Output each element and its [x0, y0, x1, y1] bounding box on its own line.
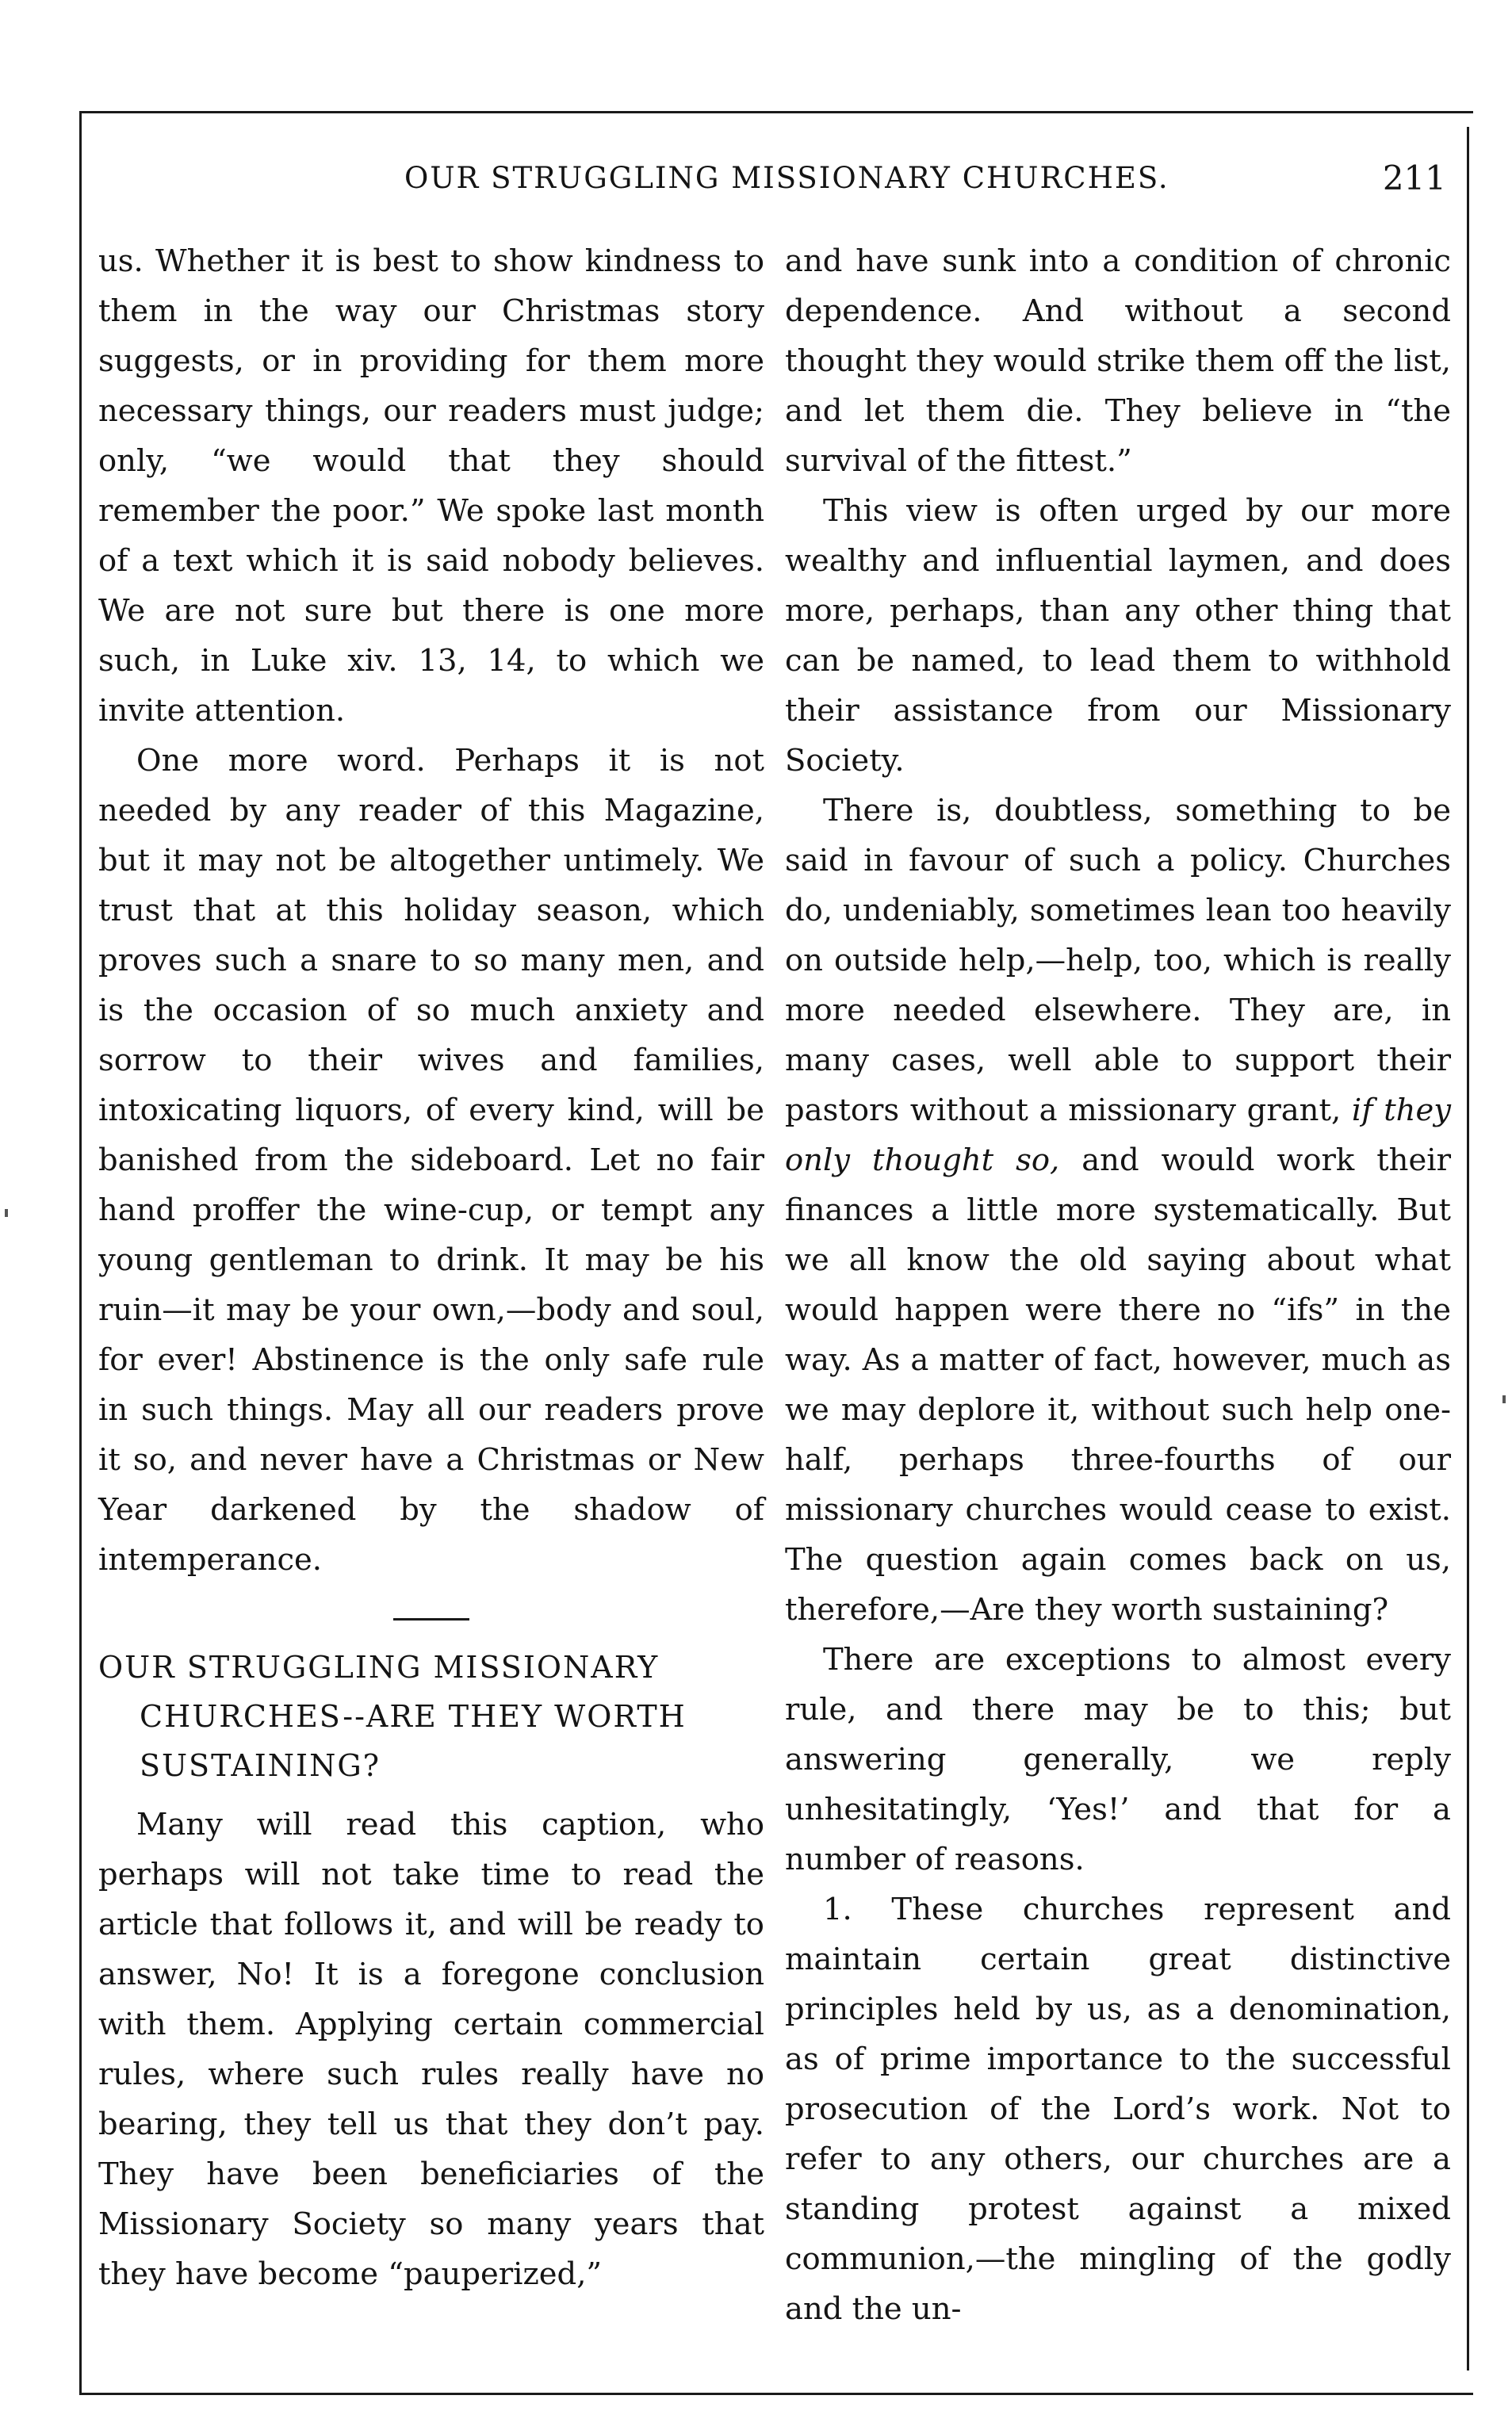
page-border-bottom	[79, 2393, 1473, 2395]
left-paragraph-1: us. Whether it is best to show kindness to them in the way our Christmas story suggests, or in providing for them more necessary things, our readers must judge; only, “we would that they should remember the poor.” We spoke last month of a text which it is said nobody believes. We are not sure but there is one more such, in Luke xiv. 13, 14, to which we invite attention.	[98, 243, 764, 729]
scan-speck	[1502, 1395, 1506, 1403]
section-divider	[393, 1618, 469, 1621]
right-paragraph-2: This view is often urged by our more wealthy and influential laymen, and does more, perhaps, than any other thing that can be named, to lead them to withhold their assistance from our Missionary Society.	[785, 493, 1451, 779]
right-paragraph-5: 1. These churches represent and maintain certain great distinctive principles held by us, as a denomination, as of prime importance to the successful prosecution of the Lord’s work. Not to refer to any others, our churches are a standing protest against a mixed communion,—the mingling of the godly and the un-	[785, 1892, 1451, 2327]
article-heading: OUR STRUGGLING MISSIONARY CHURCHES--ARE THEY WORTH SUSTAINING?	[98, 1650, 687, 1783]
running-head	[103, 155, 1451, 202]
left-paragraph-2: One more word. Perhaps it is not needed by any reader of this Magazine, but it may not be altogether untimely. We trust that at this holiday season, which proves such a snare to so many men, and is the occasion of so much anxiety and sorrow to their wives and families, intoxicating liquors, of every kind, will be banished from the sideboard. Let no fair hand proffer the wine-cup, or tempt any young gentleman to drink. It may be his ruin—it may be your own,—body and soul, for ever! Abstinence is the only safe rule in such things. May all our readers prove it so, and never have a Christmas or New Year darkened by the shadow of intemperance.	[98, 743, 764, 1578]
italic-phrase: if they only thought so,	[785, 1092, 1451, 1178]
right-paragraph-4: There are exceptions to almost every rule, and there may be to this; but answering generally, we reply unhesitatingly, ‘Yes!’ and that for a number of reasons.	[785, 1642, 1451, 1877]
right-paragraph-1: and have sunk into a condition of chronic dependence. And without a second thought they would strike them off the list, and let them die. They believe in “the survival of the fittest.”	[785, 243, 1451, 479]
page-border-right	[1467, 127, 1469, 2371]
page-border-left	[79, 111, 82, 2394]
page-number: 211	[1382, 159, 1446, 197]
scan-speck	[5, 1209, 8, 1217]
left-paragraph-3: Many will read this caption, who perhaps will not take time to read the article that follows it, and will be ready to answer, No! It is a foregone conclusion with them. Applying certain commercial rules, where such rules really have no bearing, they tell us that they don’t pay. They have been beneficiaries of the Missionary Society so many years that they have become “pauperized,”	[98, 1807, 764, 2292]
left-column	[98, 236, 764, 2369]
running-title: OUR STRUGGLING MISSIONARY CHURCHES.	[404, 161, 1169, 195]
right-column	[785, 236, 1451, 2369]
page-border-top	[79, 111, 1473, 113]
right-paragraph-3	[785, 786, 1451, 1635]
right-paragraph-3-start: There is, doubtless, something to be said in favour of such a policy. Churches do, undeniably, sometimes lean too heavily on outside help,—help, too, which is really more needed elsewhere. They are, in many cases, well able to support their pastors without a missionary grant,	[785, 793, 1451, 1128]
right-paragraph-3-end: and would work their finances a little more systematically. But we all know the old saying about what would happen were there no “ifs” in the way. As a matter of fact, however, much as we may deplore it, without such help one-half, perhaps three-fourths of our missionary churches would cease to exist. The question again comes back on us, therefore,—Are they worth sustaining?	[785, 1142, 1451, 1628]
